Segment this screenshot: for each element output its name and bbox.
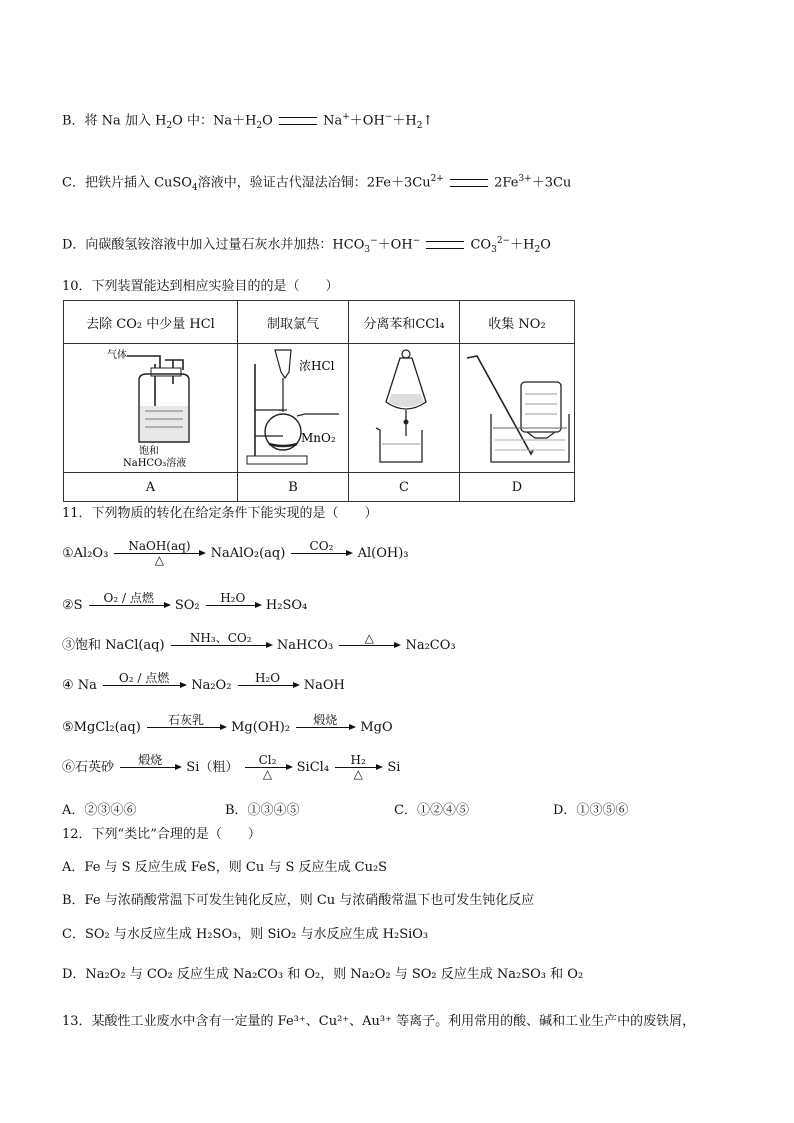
header-d: 收集 NO₂ <box>460 301 575 344</box>
equal-sign <box>279 117 317 125</box>
choice-c[interactable]: C．①②④⑤ <box>394 803 469 818</box>
choice-b[interactable]: B．①③④⑤ <box>225 803 300 818</box>
reaction-1: ①Al₂O₃ NaOH(aq) △ NaAlO₂(aq) CO₂ Al(OH)₃ <box>62 539 409 567</box>
option-b: B．将 Na 加入 $H_2O$ 中：$Na+H_2O$ $Na^++OH^-+H_2↑$ <box>62 112 434 131</box>
equal-sign <box>450 179 488 187</box>
choice-d[interactable]: D．①③⑤⑥ <box>553 803 629 818</box>
q13-stem: 13．某酸性工业废水中含有一定量的 Fe³⁺、Cu²⁺、Au³⁺ 等离子。利用常用的酸、碱和工业生产中的废铁屑， <box>62 1014 696 1029</box>
arrow: △ <box>339 632 399 659</box>
arrow: H₂O <box>238 672 298 699</box>
reaction-6: ⑥石英砂 煅烧 Si（粗） Cl₂ △ SiCl₄ H₂ △ Si <box>62 753 401 781</box>
figure-c <box>349 344 460 473</box>
reaction-4: ④ Na O₂ / 点燃 Na₂O₂ H₂O NaOH <box>62 672 345 699</box>
arrow: O₂ / 点燃 <box>103 672 185 699</box>
label-acid: 浓HCl <box>299 359 335 373</box>
figure-b <box>238 344 349 473</box>
q12-option-b[interactable]: B．Fe 与浓硝酸常温下可发生钝化反应，则 Cu 与浓硝酸常温下也可发生钝化反应 <box>62 893 535 908</box>
arrow: CO₂ <box>291 540 351 567</box>
header-c: 分离苯和CCl₄ <box>349 301 460 344</box>
figure-a <box>64 344 238 473</box>
arrow: 石灰乳 <box>147 714 225 741</box>
arrow: H₂ △ <box>335 754 381 781</box>
header-b: 制取氯气 <box>238 301 349 344</box>
option-d: D．向碳酸氢铵溶液中加入过量石灰水并加热：$HCO_3^-+OH^-$ $CO_3^{2-}+H_2O$ <box>62 236 551 255</box>
label-sat: 饱和 <box>138 446 159 457</box>
label-sol: NaHCO₃溶液 <box>122 458 186 468</box>
arrow: NH₃、CO₂ <box>171 632 271 659</box>
arrow: O₂ / 点燃 <box>89 592 169 619</box>
reaction-2: ②S O₂ / 点燃 SO₂ H₂O H₂SO₄ <box>62 592 307 619</box>
figure-d <box>460 344 575 473</box>
label-c: C <box>349 473 460 502</box>
apparatus-table <box>63 300 575 502</box>
q12-option-d[interactable]: D．Na₂O₂ 与 CO₂ 反应生成 Na₂CO₃ 和 O₂，则 Na₂O₂ 与 SO₂ 反应生成 Na₂SO₃ 和 O₂ <box>62 967 584 982</box>
arrow: 煅烧 <box>120 754 180 781</box>
arrow: NaOH(aq) △ <box>114 540 204 567</box>
choice-a[interactable]: A．②③④⑥ <box>62 803 137 818</box>
equal-sign <box>426 241 464 249</box>
arrow: 煅烧 <box>296 714 354 741</box>
label-a: A <box>64 473 238 502</box>
header-a: 去除 CO₂ 中少量 HCl <box>64 301 238 344</box>
q12-option-a[interactable]: A．Fe 与 S 反应生成 FeS，则 Cu 与 S 反应生成 Cu₂S <box>62 860 388 875</box>
q10-stem: 10．下列装置能达到相应实验目的的是（ ） <box>62 279 339 294</box>
reaction-3: ③饱和 NaCl(aq) NH₃、CO₂ NaHCO₃ △ Na₂CO₃ <box>62 632 456 659</box>
option-c: C．把铁片插入 CuSO$_4$溶液中，验证古代湿法冶铜：$2Fe+3Cu^{2+}$ $2Fe^{3+}+3Cu$ <box>62 174 572 193</box>
q12-stem: 12．下列“类比”合理的是（ ） <box>62 827 261 842</box>
label-gas: 气体 <box>106 350 127 361</box>
q12-option-c[interactable]: C．SO₂ 与水反应生成 H₂SO₃，则 SiO₂ 与水反应生成 H₂SiO₃ <box>62 927 429 942</box>
q11-stem: 11．下列物质的转化在给定条件下能实现的是（ ） <box>62 506 378 521</box>
label-b: B <box>238 473 349 502</box>
reaction-5: ⑤MgCl₂(aq) 石灰乳 Mg(OH)₂ 煅烧 MgO <box>62 714 393 741</box>
arrow: Cl₂ △ <box>245 754 291 781</box>
arrow: H₂O <box>206 592 260 619</box>
label-oxide: MnO₂ <box>301 431 336 445</box>
label-d: D <box>460 473 575 502</box>
